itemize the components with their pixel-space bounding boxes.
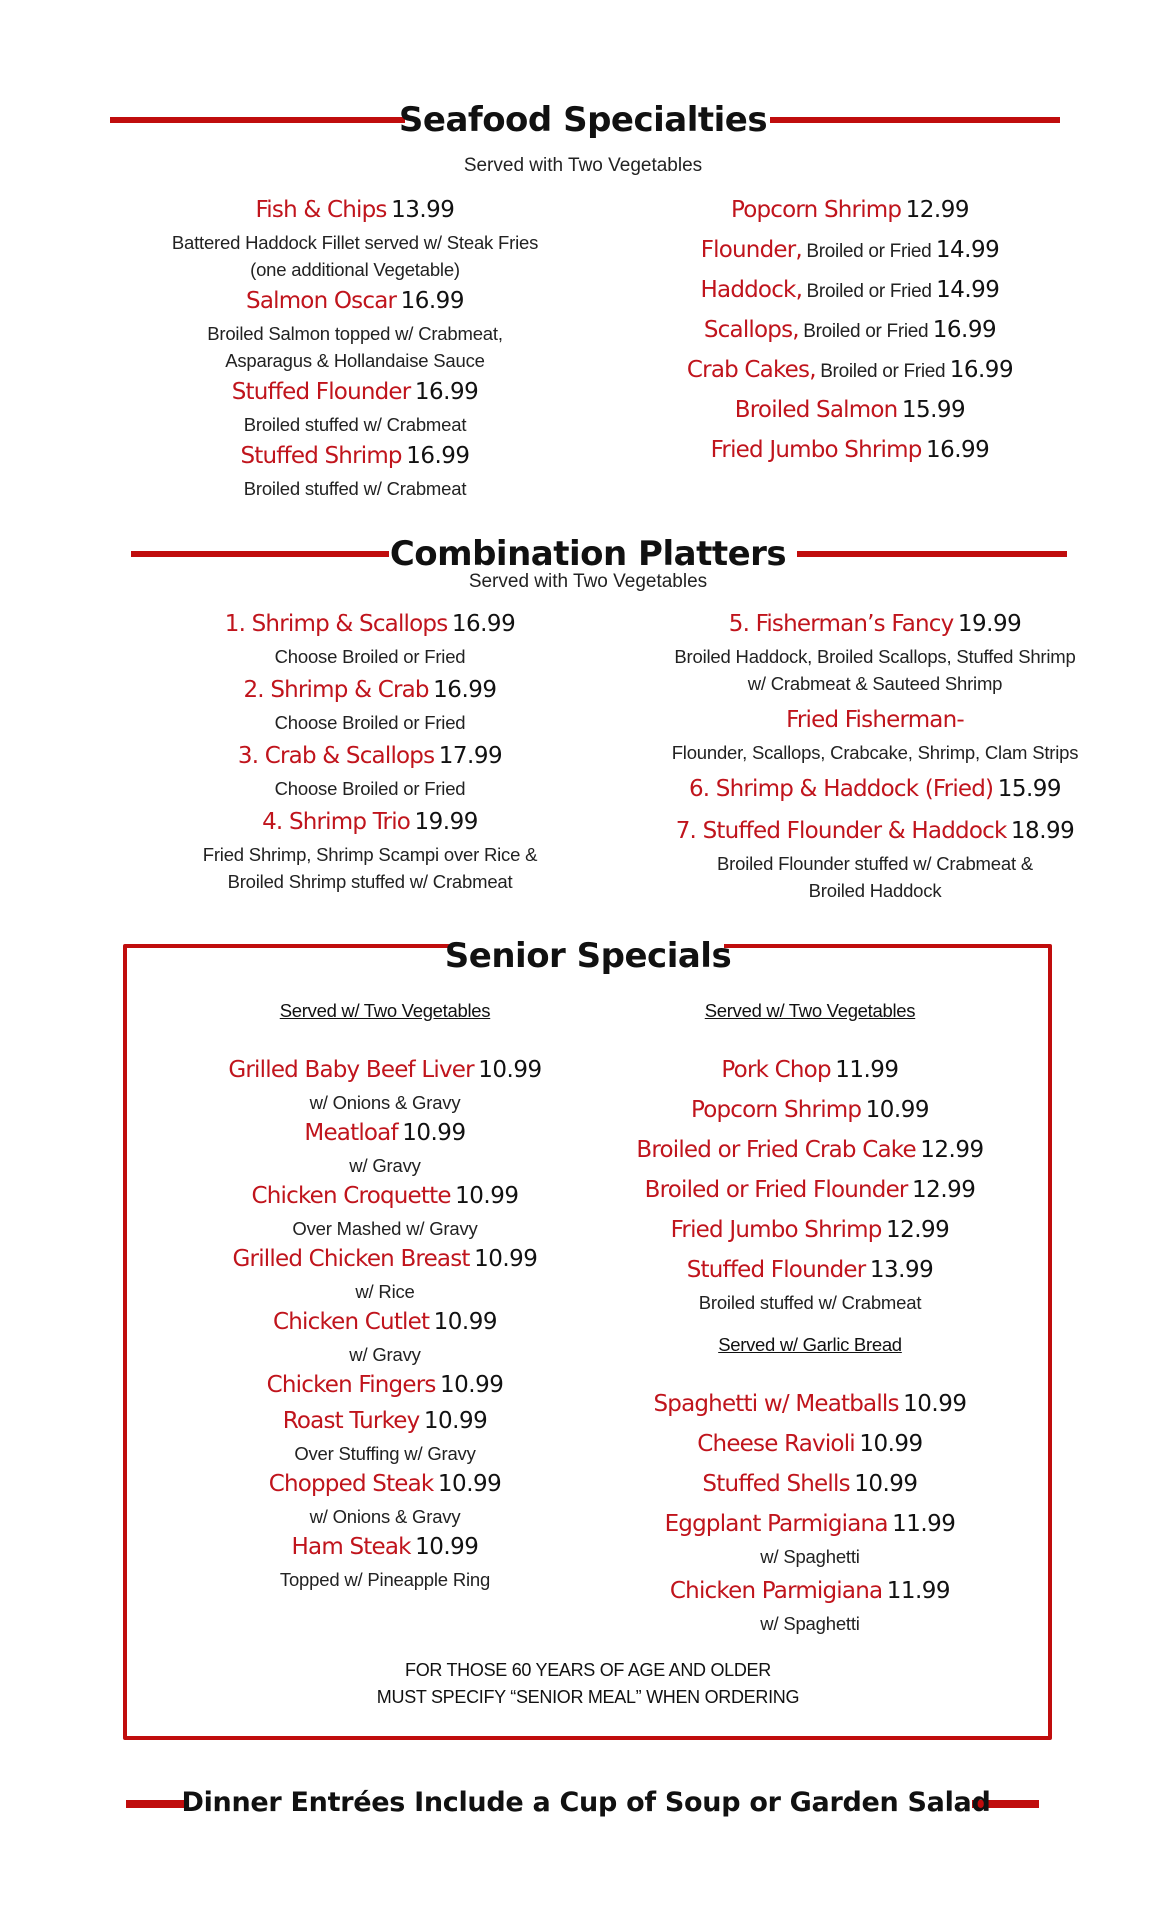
item-description: Topped w/ Pineapple Ring xyxy=(279,1569,491,1590)
menu-item-line xyxy=(640,274,1060,309)
item-description: Over Mashed w/ Gravy xyxy=(292,1218,478,1239)
item-name: Chicken Fingers xyxy=(266,1372,436,1398)
menu-item-line xyxy=(180,1117,590,1152)
item-name: 1. Shrimp & Scallops xyxy=(224,611,448,637)
menu-item xyxy=(180,1054,590,1116)
menu-item xyxy=(640,274,1060,309)
menu-item-line xyxy=(150,285,560,320)
combo-right-column xyxy=(655,608,1095,911)
menu-item-line xyxy=(170,806,570,841)
seafood-subtitle: Served with Two Vegetables xyxy=(463,155,703,176)
menu-item xyxy=(170,608,570,670)
item-price: 10.99 xyxy=(433,1309,498,1335)
item-name: Stuffed Shrimp xyxy=(240,443,402,469)
item-name: Chicken Parmigiana xyxy=(669,1578,883,1604)
item-price: 16.99 xyxy=(925,437,990,463)
item-description: Flounder, Scallops, Crabcake, Shrimp, Clam Strips xyxy=(671,742,1079,763)
item-name: Broiled Salmon xyxy=(734,397,898,423)
item-name: Roast Turkey xyxy=(282,1408,420,1434)
menu-item xyxy=(640,354,1060,389)
menu-item-line xyxy=(600,1428,1020,1463)
item-description: w/ Crabmeat & Sauteed Shrimp xyxy=(747,673,1003,694)
item-price: 15.99 xyxy=(997,776,1062,802)
menu-item xyxy=(150,285,560,374)
menu-item xyxy=(600,1054,1020,1089)
menu-item xyxy=(600,1134,1020,1169)
menu-item-line xyxy=(655,773,1095,808)
menu-item xyxy=(180,1306,590,1368)
item-description: Broiled Salmon topped w/ Crabmeat, xyxy=(207,323,503,344)
item-price: 16.99 xyxy=(451,611,516,637)
menu-item xyxy=(170,806,570,895)
item-description: (one additional Vegetable) xyxy=(250,259,460,280)
senior-note-line2: MUST SPECIFY “SENIOR MEAL” WHEN ORDERING xyxy=(376,1687,800,1707)
menu-item xyxy=(655,608,1095,697)
item-name: Pork Chop xyxy=(721,1057,831,1083)
item-option: Broiled or Fried xyxy=(803,321,929,342)
combo-left-column xyxy=(170,608,570,899)
item-name: Broiled or Fried Crab Cake xyxy=(636,1137,916,1163)
menu-item-line xyxy=(600,1468,1020,1503)
menu-item xyxy=(640,234,1060,269)
item-description: Fried Shrimp, Shrimp Scampi over Rice & xyxy=(202,844,538,865)
item-price: 10.99 xyxy=(474,1246,538,1272)
menu-item-line xyxy=(600,1508,1020,1543)
item-price: 12.99 xyxy=(912,1177,976,1203)
item-description: Over Stuffing w/ Gravy xyxy=(294,1443,476,1464)
item-price: 12.99 xyxy=(885,1217,950,1243)
item-price: 10.99 xyxy=(478,1057,542,1083)
item-description: w/ Onions & Gravy xyxy=(309,1506,461,1527)
menu-item xyxy=(600,1254,1020,1316)
item-description: w/ Rice xyxy=(355,1281,415,1302)
menu-item-line xyxy=(180,1531,590,1566)
item-price: 10.99 xyxy=(859,1431,923,1457)
item-name: Grilled Chicken Breast xyxy=(232,1246,470,1272)
menu-item xyxy=(600,1428,1020,1463)
menu-item-line xyxy=(640,234,1060,269)
item-price: 10.99 xyxy=(865,1097,930,1123)
item-name: Chopped Steak xyxy=(268,1471,434,1497)
item-name: 2. Shrimp & Crab xyxy=(243,677,429,703)
item-name: Ham Steak xyxy=(291,1534,411,1560)
item-name: Fried Fisherman- xyxy=(786,707,964,733)
menu-item-line xyxy=(600,1388,1020,1423)
senior-left-column xyxy=(180,998,590,1594)
item-name: 7. Stuffed Flounder & Haddock xyxy=(675,818,1007,844)
item-price: 12.99 xyxy=(905,197,970,223)
menu-item xyxy=(640,194,1060,229)
menu-item xyxy=(180,1468,590,1530)
menu-item-line xyxy=(600,1174,1020,1209)
item-price: 10.99 xyxy=(440,1372,504,1398)
item-name: 3. Crab & Scallops xyxy=(237,743,435,769)
item-option: Broiled or Fried xyxy=(806,281,932,302)
item-name: Grilled Baby Beef Liver xyxy=(228,1057,474,1083)
menu-item-line xyxy=(640,434,1060,469)
item-price: 11.99 xyxy=(886,1578,951,1604)
item-name: Flounder, xyxy=(700,237,802,263)
item-description: Choose Broiled or Fried xyxy=(274,712,466,733)
menu-item xyxy=(600,1094,1020,1129)
item-name: Scallops, xyxy=(703,317,799,343)
item-name: Stuffed Flounder xyxy=(231,379,411,405)
item-name: Chicken Croquette xyxy=(251,1183,451,1209)
menu-item-line xyxy=(150,194,560,229)
item-name: Spaghetti w/ Meatballs xyxy=(653,1391,899,1417)
item-price: 13.99 xyxy=(869,1257,934,1283)
senior-left-header: Served w/ Two Vegetables xyxy=(279,1000,491,1021)
item-price: 16.99 xyxy=(400,288,464,314)
item-price: 16.99 xyxy=(433,677,497,703)
menu-item xyxy=(180,1180,590,1242)
item-description: Broiled stuffed w/ Crabmeat xyxy=(243,478,467,499)
footer-banner xyxy=(0,1778,1166,1828)
item-name: Stuffed Shells xyxy=(702,1471,850,1497)
menu-item-line xyxy=(600,1054,1020,1089)
item-description: w/ Spaghetti xyxy=(760,1613,860,1634)
menu-item-line xyxy=(640,194,1060,229)
item-name: Salmon Oscar xyxy=(246,288,397,314)
item-name: 6. Shrimp & Haddock (Fried) xyxy=(688,776,994,802)
item-description: w/ Gravy xyxy=(349,1344,421,1365)
item-name: Popcorn Shrimp xyxy=(730,197,902,223)
item-name: Broiled or Fried Flounder xyxy=(644,1177,908,1203)
item-price: 13.99 xyxy=(391,197,455,223)
menu-item-line xyxy=(150,376,560,411)
footer-text: Dinner Entrées Include a Cup of Soup or Garden Salad xyxy=(181,1787,991,1818)
item-price: 12.99 xyxy=(920,1137,984,1163)
item-price: 10.99 xyxy=(854,1471,918,1497)
menu-item xyxy=(180,1243,590,1305)
item-price: 10.99 xyxy=(903,1391,967,1417)
item-price: 19.99 xyxy=(414,809,478,835)
item-price: 16.99 xyxy=(949,357,1014,383)
menu-item xyxy=(600,1575,1020,1637)
menu-item-line xyxy=(600,1575,1020,1610)
item-description: Broiled Haddock, Broiled Scallops, Stuffed Shrimp xyxy=(674,646,1076,667)
item-name: Fried Jumbo Shrimp xyxy=(710,437,922,463)
item-price: 10.99 xyxy=(455,1183,519,1209)
item-name: Chicken Cutlet xyxy=(272,1309,430,1335)
combo-title: Combination Platters xyxy=(389,534,787,574)
menu-item xyxy=(170,740,570,802)
item-name: Haddock, xyxy=(700,277,803,303)
item-price: 16.99 xyxy=(932,317,997,343)
item-description: Broiled stuffed w/ Crabmeat xyxy=(698,1292,922,1313)
menu-item-line xyxy=(180,1405,590,1440)
item-price: 14.99 xyxy=(935,237,1000,263)
item-price: 10.99 xyxy=(437,1471,502,1497)
item-name: 4. Shrimp Trio xyxy=(262,809,411,835)
menu-item-line xyxy=(180,1369,590,1404)
item-name: Eggplant Parmigiana xyxy=(664,1511,888,1537)
item-description: w/ Onions & Gravy xyxy=(309,1092,461,1113)
menu-item xyxy=(640,314,1060,349)
item-description: Battered Haddock Fillet served w/ Steak Fries xyxy=(171,232,539,253)
item-price: 10.99 xyxy=(402,1120,466,1146)
menu-item-line xyxy=(180,1306,590,1341)
menu-item-line xyxy=(600,1254,1020,1289)
senior-note-line1: FOR THOSE 60 YEARS OF AGE AND OLDER xyxy=(405,1660,771,1680)
menu-item-line xyxy=(640,314,1060,349)
menu-item xyxy=(180,1117,590,1179)
menu-item xyxy=(600,1174,1020,1209)
menu-item-line xyxy=(655,815,1095,850)
menu-item xyxy=(180,1405,590,1467)
item-description: Broiled stuffed w/ Crabmeat xyxy=(243,414,467,435)
item-price: 19.99 xyxy=(957,611,1022,637)
seafood-title: Seafood Specialties xyxy=(398,100,768,140)
menu-item xyxy=(640,394,1060,429)
item-option: Broiled or Fried xyxy=(806,241,932,262)
item-description: Broiled Shrimp stuffed w/ Crabmeat xyxy=(227,871,513,892)
item-price: 10.99 xyxy=(423,1408,488,1434)
menu-item-line xyxy=(180,1468,590,1503)
seafood-header xyxy=(0,95,1166,145)
item-price: 14.99 xyxy=(936,277,1000,303)
menu-item xyxy=(150,194,560,283)
menu-item-line xyxy=(640,354,1060,389)
menu-item xyxy=(600,1508,1020,1570)
menu-item-line xyxy=(170,740,570,775)
item-price: 17.99 xyxy=(438,743,503,769)
item-description: Choose Broiled or Fried xyxy=(274,778,466,799)
item-price: 16.99 xyxy=(414,379,479,405)
senior-right-column xyxy=(600,998,1020,1642)
menu-item xyxy=(150,376,560,438)
item-description: Broiled Flounder stuffed w/ Crabmeat & xyxy=(717,853,1033,874)
menu-item-line xyxy=(600,1094,1020,1129)
item-price: 11.99 xyxy=(835,1057,899,1083)
menu-item-line xyxy=(180,1054,590,1089)
senior-right-header: Served w/ Two Vegetables xyxy=(704,1000,916,1021)
menu-item-line xyxy=(640,394,1060,429)
item-name: Crab Cakes, xyxy=(686,357,816,383)
menu-item xyxy=(655,773,1095,808)
menu-item-line xyxy=(600,1214,1020,1249)
menu-item-line xyxy=(655,608,1095,643)
menu-item-line xyxy=(180,1243,590,1278)
item-description: Broiled Haddock xyxy=(808,880,942,901)
item-name: Popcorn Shrimp xyxy=(690,1097,862,1123)
item-name: Meatloaf xyxy=(304,1120,398,1146)
seafood-left-column xyxy=(150,194,560,504)
menu-item xyxy=(655,815,1095,904)
item-description: w/ Gravy xyxy=(349,1155,421,1176)
menu-item-line xyxy=(170,608,570,643)
menu-item xyxy=(170,674,570,736)
item-name: Fish & Chips xyxy=(255,197,387,223)
item-price: 15.99 xyxy=(901,397,966,423)
item-description: Asparagus & Hollandaise Sauce xyxy=(225,350,485,371)
item-name: Stuffed Flounder xyxy=(686,1257,866,1283)
item-name: 5. Fisherman’s Fancy xyxy=(728,611,954,637)
menu-item xyxy=(600,1468,1020,1503)
menu-item xyxy=(600,1214,1020,1249)
senior-garlic-header: Served w/ Garlic Bread xyxy=(718,1334,902,1355)
menu-item xyxy=(640,434,1060,469)
menu-item xyxy=(180,1531,590,1593)
menu-item-line xyxy=(600,1134,1020,1169)
item-name: Cheese Ravioli xyxy=(697,1431,855,1457)
item-price: 11.99 xyxy=(892,1511,956,1537)
item-price: 10.99 xyxy=(415,1534,479,1560)
menu-item-line xyxy=(150,440,560,475)
item-price: 18.99 xyxy=(1010,818,1075,844)
menu-item xyxy=(655,704,1095,766)
item-price: 16.99 xyxy=(406,443,470,469)
item-option: Broiled or Fried xyxy=(820,361,946,382)
senior-title: Senior Specials xyxy=(444,936,732,976)
item-name: Fried Jumbo Shrimp xyxy=(670,1217,882,1243)
menu-item xyxy=(600,1388,1020,1423)
menu-item xyxy=(150,440,560,502)
menu-item xyxy=(180,1369,590,1404)
menu-item-line xyxy=(170,674,570,709)
item-description: w/ Spaghetti xyxy=(760,1546,860,1567)
menu-item-line xyxy=(180,1180,590,1215)
combo-subtitle: Served with Two Vegetables xyxy=(468,571,708,592)
menu-item-line xyxy=(655,704,1095,739)
item-description: Choose Broiled or Fried xyxy=(274,646,466,667)
senior-header xyxy=(0,931,1166,981)
seafood-right-column xyxy=(640,194,1060,474)
